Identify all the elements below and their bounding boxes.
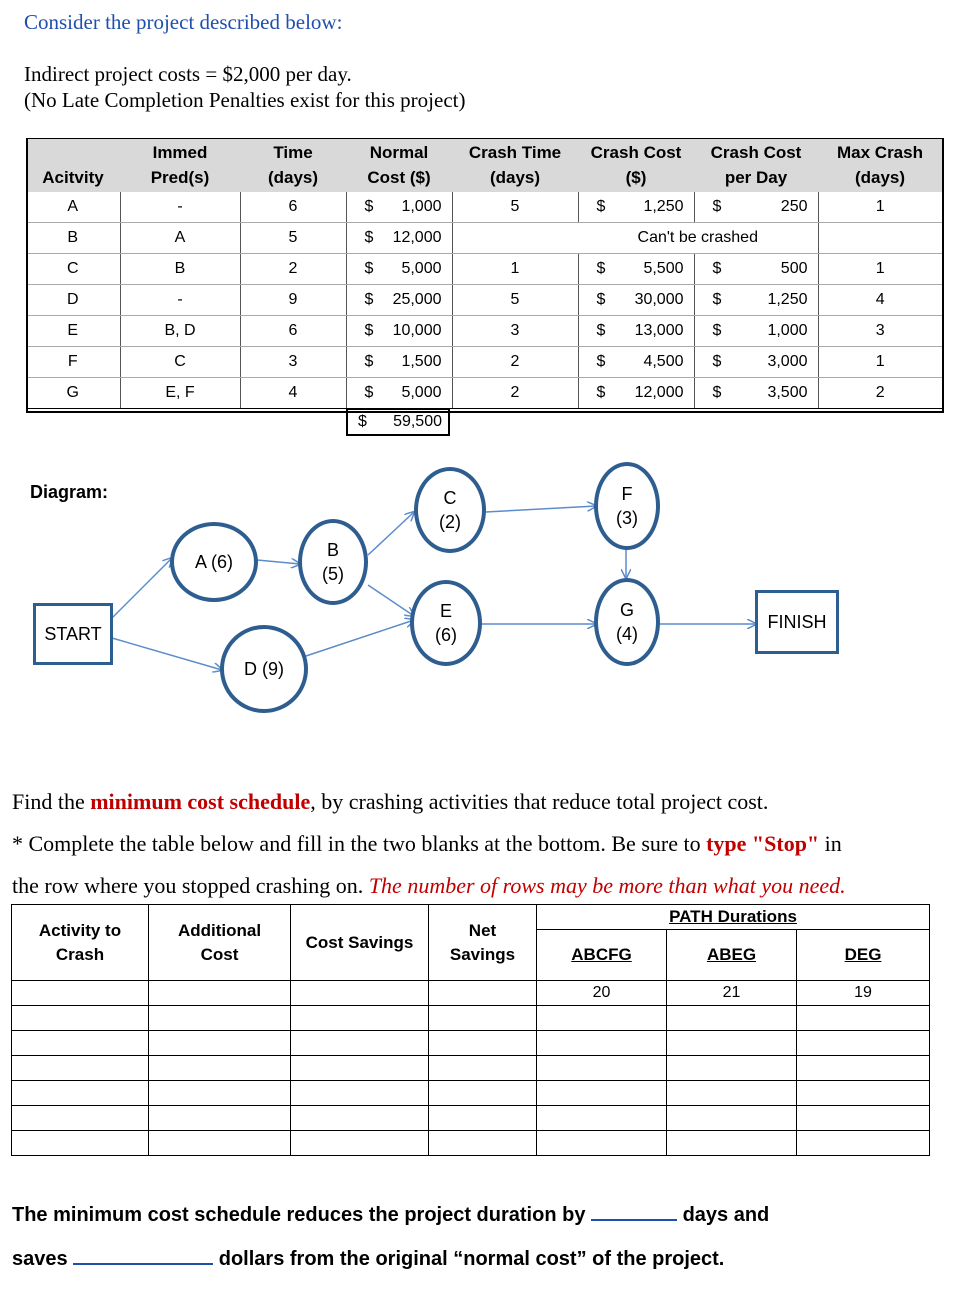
table-row [12,1056,930,1081]
table-row [12,1106,930,1131]
arrow-start-a [112,558,172,618]
question-duration: The minimum cost schedule reduces the project duration by days and [12,1204,770,1226]
node-b: B (5) [298,519,368,605]
instruction-line-2: * Complete the table below and fill in the two blanks at the bottom. Be sure to type "Stop" in [12,831,842,856]
header-max-crash: Max Crash (days) [818,138,942,192]
table-row [12,1031,930,1056]
table-row: C B 2 $ 5,000 1 $ 5,500 $ 500 1 [26,254,942,285]
header-activity: Acitvity [26,138,120,192]
arrow-start-d [112,638,222,670]
node-e: E (6) [410,580,482,666]
node-c: C (2) [414,467,486,553]
finish-node: FINISH [755,590,839,654]
arrow-a-b [257,560,300,564]
table-row: D - 9 $ 25,000 5 $ 30,000 $ 1,250 4 [26,285,942,316]
path-abeg: ABEG [667,930,797,981]
days-blank[interactable] [591,1219,677,1221]
header-crash-cost: Crash Cost ($) [578,138,694,192]
instructions [12,781,962,907]
path-abcfg: ABCFG [537,930,667,981]
no-penalties-text: (No Late Completion Penalties exist for this project) [24,88,466,112]
col-activity-to-crash: Activity to Crash [12,905,149,981]
table-row: B A 5 $ 12,000 Can't be crashed [26,223,942,254]
question-savings: saves dollars from the original “normal cost” of the project. [12,1248,725,1270]
start-node: START [33,603,113,665]
node-g: G (4) [594,578,660,666]
node-a: A (6) [170,522,258,602]
total-normal-cost: $ 59,500 [346,408,450,436]
indirect-costs-text: Indirect project costs = $2,000 per day. [24,62,352,86]
arrow-c-f [486,506,596,512]
table-row: 20 21 19 [12,981,930,1006]
path-durations-header: PATH Durations [537,905,930,930]
node-d: D (9) [220,625,308,713]
arrow-b-c [368,512,414,555]
table-header-row [26,138,942,192]
table-row [12,1131,930,1156]
header-normal-cost: Normal Cost ($) [346,138,452,192]
node-f: F (3) [594,462,660,550]
activity-table [26,138,942,409]
table-row: F C 3 $ 1,500 2 $ 4,500 $ 3,000 1 [26,347,942,378]
col-additional-cost: Additional Cost [149,905,291,981]
instruction-line-3: the row where you stopped crashing on. The number of rows may be more than what you need. [12,873,846,898]
col-cost-savings: Cost Savings [291,905,429,981]
header-time: Time (days) [240,138,346,192]
arrow-d-e [306,620,414,656]
table-row [12,1081,930,1106]
table-row: A - 6 $ 1,000 5 $ 1,250 $ 250 1 [26,192,942,223]
diagram-label: Diagram: [30,482,109,502]
instruction-line-1: Find the minimum cost schedule, by crashing activities that reduce total project cost. [12,789,769,814]
header-crash-time: Crash Time (days) [452,138,578,192]
col-net-savings: Net Savings [429,905,537,981]
table-row [12,1006,930,1031]
intro-text: Consider the project described below: [24,10,343,34]
table-row: E B, D 6 $ 10,000 3 $ 13,000 $ 1,000 3 [26,316,942,347]
path-deg: DEG [797,930,930,981]
arrow-b-e [368,585,414,616]
header-per-day: Crash Cost per Day [694,138,818,192]
header-pred: Immed Pred(s) [120,138,240,192]
table-row: G E, F 4 $ 5,000 2 $ 12,000 $ 3,500 2 [26,378,942,409]
crash-table [11,904,930,1156]
dollars-blank[interactable] [73,1263,213,1265]
cant-crash-note: Can't be crashed [578,223,818,254]
